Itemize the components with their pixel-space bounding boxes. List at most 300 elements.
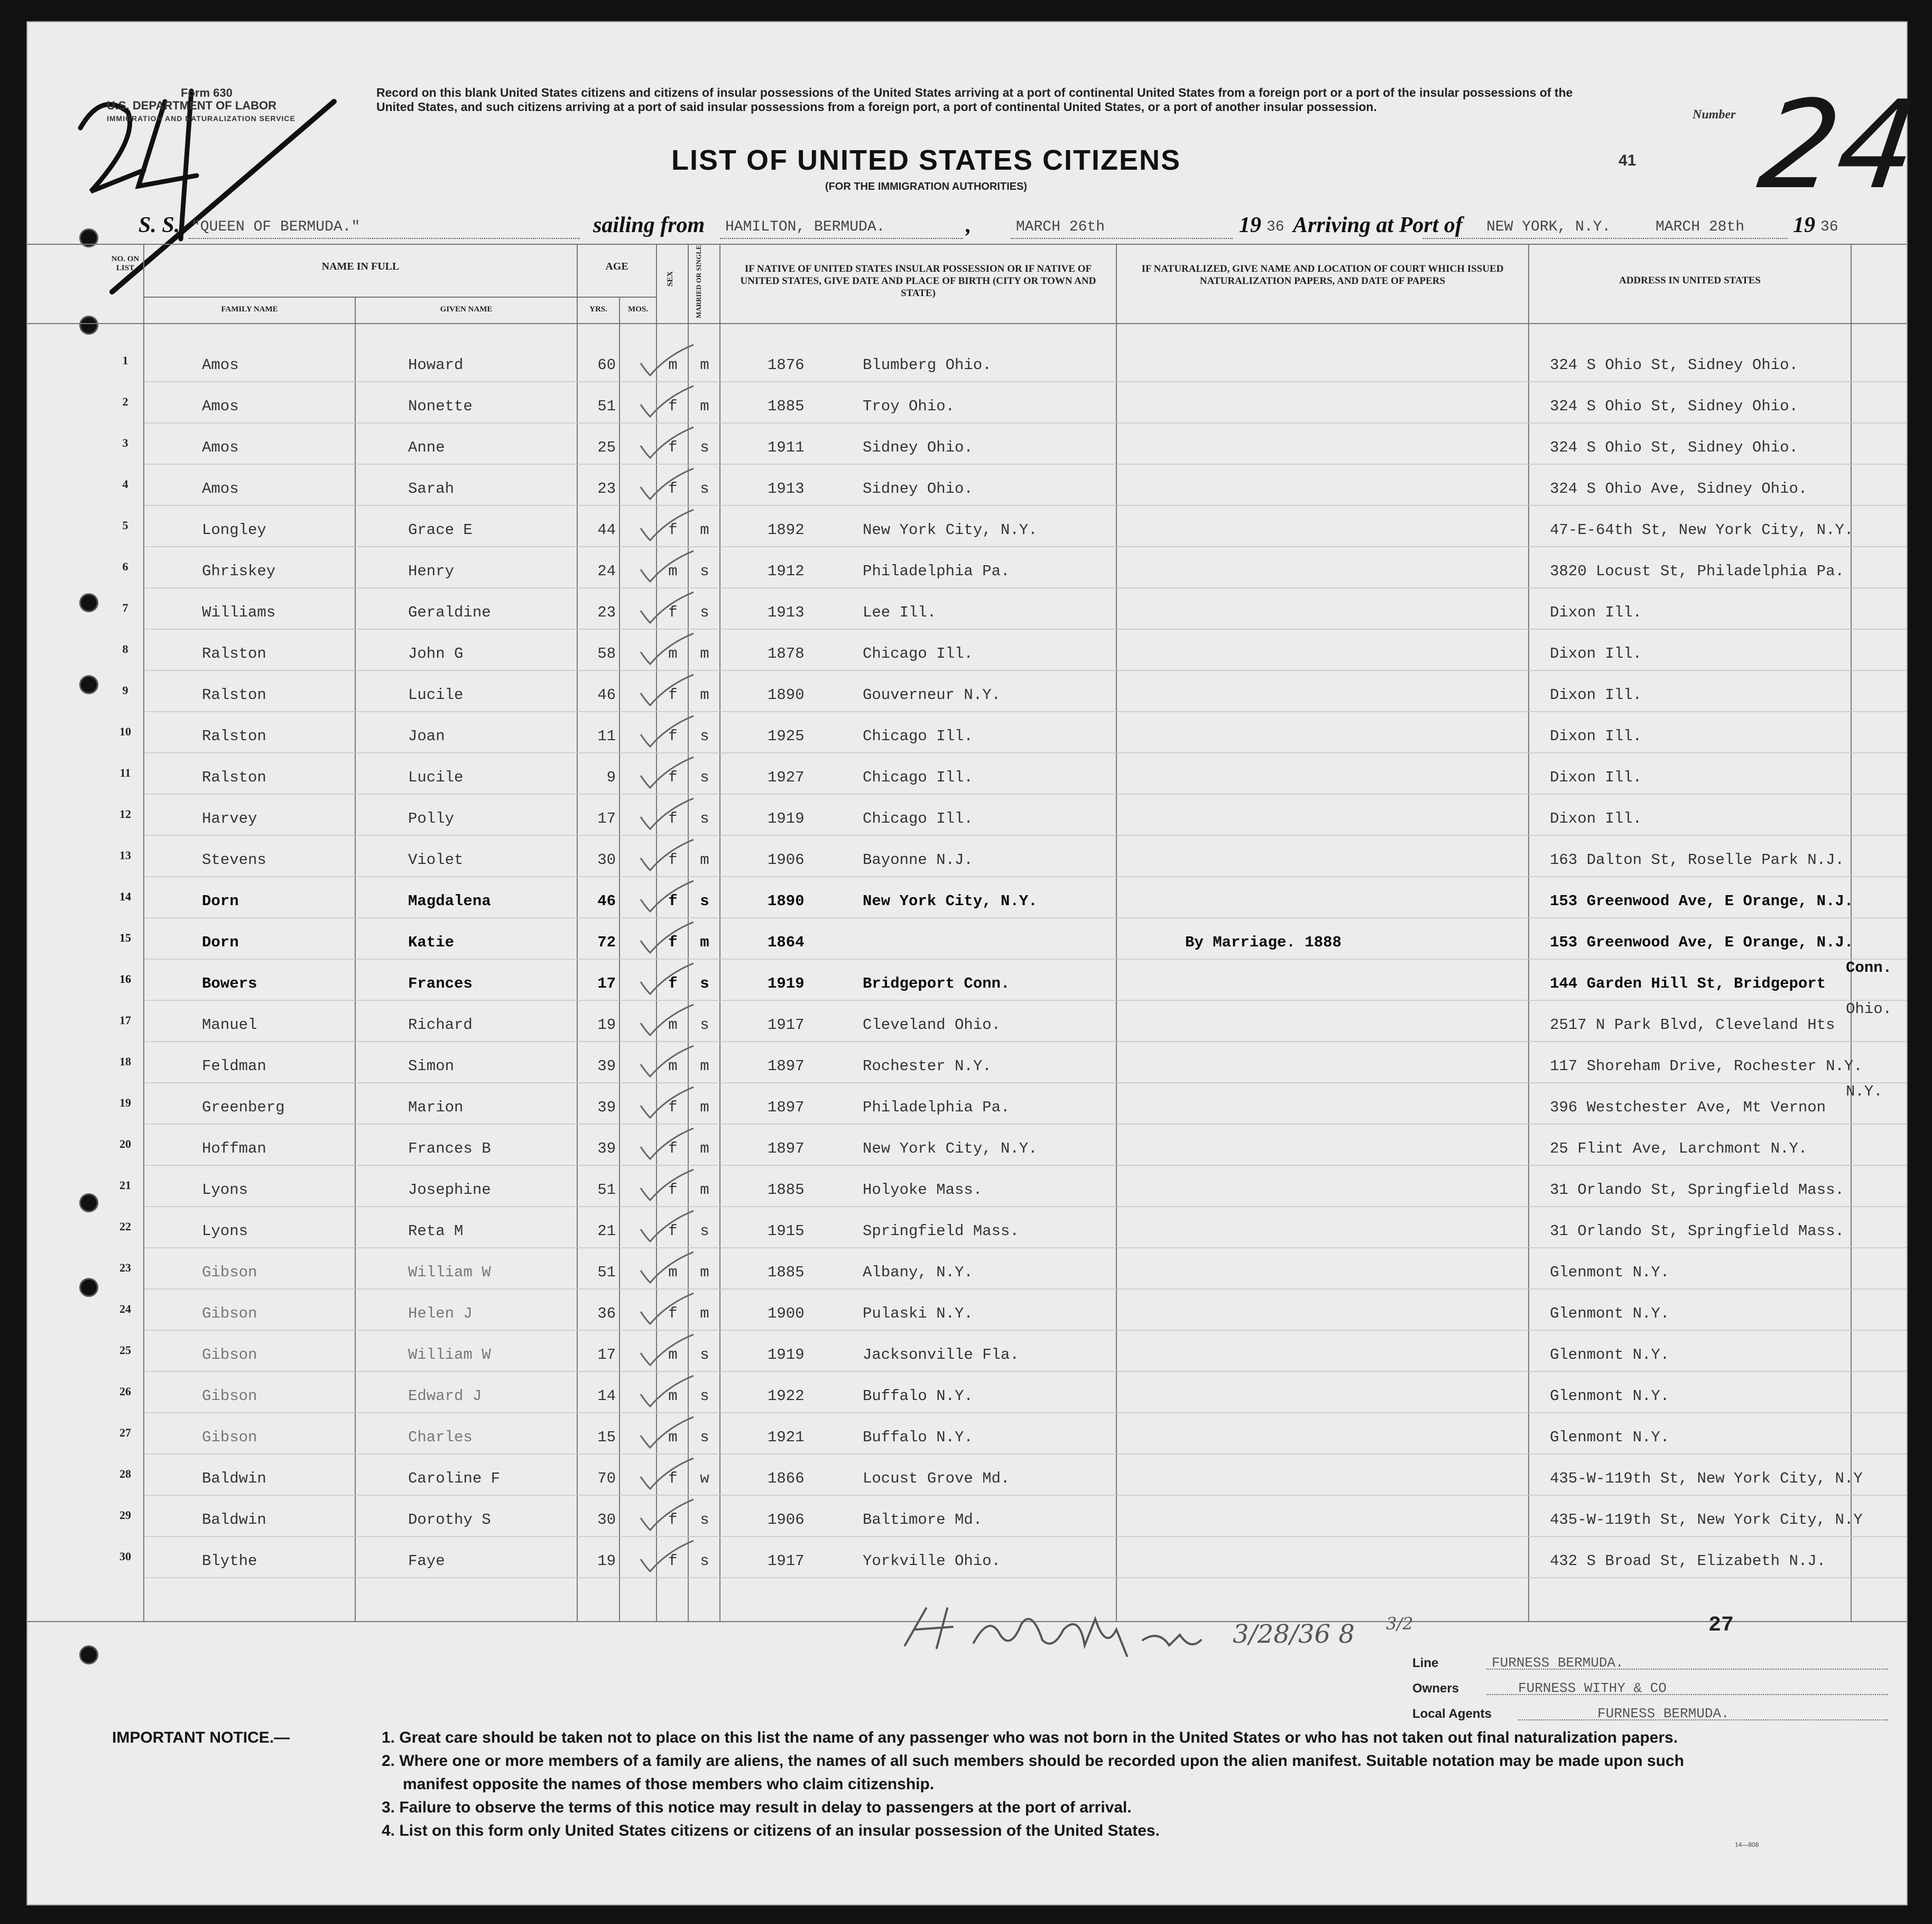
row-number: 9 [122, 684, 128, 697]
naturalization [1185, 386, 1502, 427]
header-months: MOS. [628, 305, 648, 314]
age-years: 23 [597, 604, 616, 621]
marital-status: s [700, 1016, 709, 1034]
birth-year: 1911 [768, 439, 805, 456]
check-mark-icon [635, 1170, 699, 1211]
birth-place: Bridgeport Conn. [863, 975, 1010, 992]
table-row [27, 427, 1907, 468]
sex: m [668, 563, 678, 580]
table-row [27, 959, 1907, 1005]
marital-status: m [700, 851, 709, 869]
family-name: Baldwin [202, 1511, 266, 1529]
birth-year: 1921 [768, 1429, 805, 1446]
marital-status: s [700, 1346, 709, 1364]
table-row [27, 345, 1907, 386]
marital-status: s [700, 810, 709, 827]
given-name: Frances B [408, 1140, 491, 1157]
header-naturalized: IF NATURALIZED, GIVE NAME AND LOCATION OF COURT WHICH ISSUED NATURALIZATION PAPERS, AND DATE OF PAPERS [1141, 263, 1504, 287]
age-years: 19 [597, 1016, 616, 1034]
marital-status: s [700, 892, 709, 910]
birth-year: 1913 [768, 480, 805, 498]
row-number: 3 [122, 436, 128, 449]
sex: f [668, 810, 678, 827]
check-mark-icon [635, 840, 699, 881]
notice-item-1: 1. Great care should be taken not to place on this list the name of any passenger who was not born in the United States or who has not taken out final naturalization papers. [382, 1729, 1678, 1746]
line-value: FURNESS BERMUDA. [1492, 1655, 1624, 1671]
naturalization [1185, 1252, 1502, 1293]
notice-item-4: 4. List on this form only United States citizens or citizens of an insular possession of the United States. [382, 1822, 1160, 1839]
birth-place: Pulaski N.Y. [863, 1305, 973, 1322]
birth-year: 1864 [768, 934, 805, 951]
birth-place: Yorkville Ohio. [863, 1552, 1001, 1570]
given-name: Lucile [408, 769, 464, 786]
sex: m [668, 1387, 678, 1405]
header-no-on-list: NO. ON LIST [111, 255, 140, 272]
given-name: Joan [408, 728, 445, 745]
table-row [27, 551, 1907, 592]
family-name: Feldman [202, 1057, 266, 1075]
birth-place: Baltimore Md. [863, 1511, 983, 1529]
sex: f [668, 1099, 678, 1116]
row-number: 17 [119, 1014, 131, 1027]
table-row [27, 1083, 1907, 1128]
arrival-port: NEW YORK, N.Y. [1486, 219, 1611, 235]
sex: f [668, 892, 678, 910]
naturalization [1185, 675, 1502, 716]
age-years: 44 [597, 521, 616, 539]
age-years: 51 [597, 398, 616, 415]
check-mark-icon [635, 345, 699, 386]
row-number: 7 [122, 601, 128, 614]
birth-place: New York City, N.Y. [863, 892, 1038, 910]
sex: f [668, 728, 678, 745]
family-name: Harvey [202, 810, 257, 827]
us-address: 144 Garden Hill St, Bridgeport [1550, 975, 1826, 992]
row-number: 18 [119, 1055, 131, 1068]
given-name: Katie [408, 934, 455, 951]
sex: f [668, 975, 678, 992]
service-name: IMMIGRATION AND NATURALIZATION SERVICE [107, 114, 295, 123]
family-name: Gibson [202, 1346, 257, 1364]
family-name: Ralston [202, 686, 266, 704]
sex: f [668, 769, 678, 786]
birth-year: 1885 [768, 1264, 805, 1281]
given-name: Howard [408, 356, 464, 374]
marital-status: s [700, 1511, 709, 1529]
table-row [27, 1376, 1907, 1417]
us-address: 435-W-119th St, New York City, N.Y [1550, 1470, 1863, 1487]
us-address: 117 Shoreham Drive, Rochester N.Y. [1550, 1057, 1863, 1075]
birth-place: Sidney Ohio. [863, 439, 973, 456]
sex: f [668, 1470, 678, 1487]
line-field [1412, 1655, 1624, 1671]
birth-place: Bayonne N.J. [863, 851, 973, 869]
age-years: 17 [597, 810, 616, 827]
birth-place: Cleveland Ohio. [863, 1016, 1001, 1034]
family-name: Manuel [202, 1016, 257, 1034]
sex: m [668, 645, 678, 662]
table-row [27, 881, 1907, 922]
birth-place: Rochester N.Y. [863, 1057, 992, 1075]
row-number: 11 [119, 766, 131, 779]
row-number: 5 [122, 519, 128, 532]
marital-status: m [700, 1140, 709, 1157]
birth-place: Locust Grove Md. [863, 1470, 1010, 1487]
birth-year: 1885 [768, 1181, 805, 1199]
marital-status: s [700, 1429, 709, 1446]
age-years: 23 [597, 480, 616, 498]
us-address: 31 Orlando St, Springfield Mass. [1550, 1181, 1844, 1199]
row-number: 27 [119, 1426, 131, 1439]
age-years: 11 [597, 728, 616, 745]
check-mark-icon [635, 1046, 699, 1087]
birth-place [863, 922, 1111, 963]
row-number: 15 [119, 931, 131, 944]
sex: m [668, 1264, 678, 1281]
check-mark-icon [635, 1211, 699, 1252]
us-address: 324 S Ohio Ave, Sidney Ohio. [1550, 480, 1808, 498]
birth-place: Chicago Ill. [863, 645, 973, 662]
naturalization [1185, 798, 1502, 840]
sex: f [668, 1511, 678, 1529]
check-mark-icon [635, 1005, 699, 1046]
marital-status: w [700, 1470, 709, 1487]
sex: f [668, 439, 678, 456]
family-name: Stevens [202, 851, 266, 869]
age-years: 24 [597, 563, 616, 580]
family-name: Amos [202, 356, 239, 374]
given-name: Josephine [408, 1181, 491, 1199]
check-mark-icon [635, 881, 699, 922]
table-row [27, 1046, 1907, 1087]
birth-year: 1876 [768, 356, 805, 374]
sex: m [668, 1057, 678, 1075]
family-name: Amos [202, 439, 239, 456]
check-mark-icon [635, 510, 699, 551]
line-label: Line [1412, 1656, 1439, 1670]
family-name: Gibson [202, 1264, 257, 1281]
age-years: 39 [597, 1099, 616, 1116]
family-name: Amos [202, 480, 239, 498]
arriving-label: Arriving at Port of [1293, 213, 1463, 237]
header-age: AGE [605, 261, 628, 272]
naturalization [1185, 468, 1502, 510]
birth-place: Buffalo N.Y. [863, 1429, 973, 1446]
us-address: Dixon Ill. [1550, 604, 1642, 621]
table-row [27, 1458, 1907, 1499]
check-mark-icon [635, 1293, 699, 1334]
age-years: 58 [597, 645, 616, 662]
naturalization [1185, 963, 1502, 1005]
inspector-signature [894, 1598, 1476, 1661]
naturalization [1185, 1128, 1502, 1170]
family-name: Williams [202, 604, 276, 621]
us-address-overflow: Ohio. [1846, 1000, 1892, 1018]
row-number: 28 [119, 1467, 131, 1480]
marital-status: m [700, 356, 709, 374]
us-address: 47-E-64th St, New York City, N.Y. [1550, 521, 1854, 539]
row-number: 8 [122, 642, 128, 656]
year-prefix: 19 [1239, 213, 1261, 237]
header-family-name: FAMILY NAME [221, 305, 278, 314]
check-mark-icon [635, 427, 699, 468]
row-number: 20 [119, 1137, 131, 1150]
us-address: Glenmont N.Y. [1550, 1387, 1670, 1405]
age-years: 51 [597, 1264, 616, 1281]
table-row [27, 757, 1907, 798]
given-name: Magdalena [408, 892, 491, 910]
row-number: 29 [119, 1508, 131, 1522]
sailing-date: MARCH 26th [1016, 219, 1105, 235]
us-address: Glenmont N.Y. [1550, 1264, 1670, 1281]
age-years: 46 [597, 686, 616, 704]
us-address: Glenmont N.Y. [1550, 1429, 1670, 1446]
birth-year: 1866 [768, 1470, 805, 1487]
header-name-in-full: NAME IN FULL [321, 261, 400, 272]
us-address: 153 Greenwood Ave, E Orange, N.J. [1550, 892, 1854, 910]
birth-place: Buffalo N.Y. [863, 1387, 973, 1405]
notice-heading: IMPORTANT NOTICE.— [112, 1729, 290, 1746]
ship-name: "QUEEN OF BERMUDA." [191, 219, 360, 235]
sex: f [668, 686, 678, 704]
given-name: Anne [408, 439, 445, 456]
age-years: 19 [597, 1552, 616, 1570]
us-address: Glenmont N.Y. [1550, 1305, 1670, 1322]
sex: f [668, 521, 678, 539]
table-row [27, 1417, 1907, 1458]
age-years: 14 [597, 1387, 616, 1405]
age-years: 15 [597, 1429, 616, 1446]
age-years: 51 [597, 1181, 616, 1199]
age-years: 39 [597, 1140, 616, 1157]
row-number: 6 [122, 560, 128, 573]
naturalization [1185, 1211, 1502, 1252]
age-years: 25 [597, 439, 616, 456]
ss-label: S. S. [138, 213, 180, 237]
birth-year: 1892 [768, 521, 805, 539]
marital-status: m [700, 1305, 709, 1322]
row-number: 26 [119, 1385, 131, 1398]
marital-status: s [700, 604, 709, 621]
arrival-date: MARCH 28th [1656, 219, 1745, 235]
naturalization [1185, 345, 1502, 386]
given-name: Dorothy S [408, 1511, 491, 1529]
us-address: 31 Orlando St, Springfield Mass. [1550, 1222, 1844, 1240]
check-mark-icon [635, 922, 699, 963]
birth-place: Philadelphia Pa. [863, 563, 1010, 580]
page-title: LIST OF UNITED STATES CITIZENS [671, 144, 1181, 176]
naturalization [1185, 633, 1502, 675]
sex: m [668, 1346, 678, 1364]
marital-status: s [700, 1387, 709, 1405]
sex: f [668, 604, 678, 621]
check-mark-icon [635, 1417, 699, 1458]
family-name: Lyons [202, 1222, 248, 1240]
us-address: Glenmont N.Y. [1550, 1346, 1670, 1364]
age-years: 70 [597, 1470, 616, 1487]
marital-status: m [700, 1057, 709, 1075]
header-address: ADDRESS IN UNITED STATES [1619, 275, 1761, 286]
footer-code: 14—808 [1735, 1841, 1759, 1848]
row-number: 10 [119, 725, 131, 738]
given-name: Faye [408, 1552, 445, 1570]
us-address: 432 S Broad St, Elizabeth N.J. [1550, 1552, 1826, 1570]
table-row [27, 675, 1907, 716]
given-name: Nonette [408, 398, 473, 415]
total-count: 27 [1708, 1614, 1734, 1637]
family-name: Longley [202, 521, 266, 539]
us-address: Dixon Ill. [1550, 769, 1642, 786]
check-mark-icon [635, 1334, 699, 1376]
family-name: Dorn [202, 892, 239, 910]
naturalization: By Marriage. 1888 [1185, 934, 1342, 951]
birth-year: 1890 [768, 686, 805, 704]
sex: f [668, 934, 678, 951]
arrival-year: 36 [1820, 219, 1838, 235]
birth-year: 1925 [768, 728, 805, 745]
given-name: Edward J [408, 1387, 482, 1405]
marital-status: m [700, 521, 709, 539]
table-row [27, 1000, 1907, 1046]
given-name: Violet [408, 851, 464, 869]
naturalization [1185, 881, 1502, 922]
age-years: 21 [597, 1222, 616, 1240]
marital-status: m [700, 645, 709, 662]
row-number: 1 [122, 354, 128, 367]
us-address: Dixon Ill. [1550, 645, 1642, 662]
us-address-overflow: N.Y. [1846, 1083, 1883, 1100]
row-number: 23 [119, 1261, 131, 1274]
family-name: Baldwin [202, 1470, 266, 1487]
owners-value: FURNESS WITHY & CO [1518, 1680, 1667, 1696]
table-row [27, 1334, 1907, 1376]
svg-text:3/2: 3/2 [1386, 1614, 1413, 1634]
check-mark-icon [635, 468, 699, 510]
us-address: Dixon Ill. [1550, 728, 1642, 745]
given-name: Frances [408, 975, 473, 992]
birth-place: Chicago Ill. [863, 810, 973, 827]
us-address-overflow: Conn. [1846, 959, 1892, 977]
birth-place: New York City, N.Y. [863, 1140, 1038, 1157]
row-number: 4 [122, 477, 128, 491]
naturalization [1185, 1087, 1502, 1128]
sex: m [668, 1429, 678, 1446]
table-row [27, 798, 1907, 840]
age-years: 30 [597, 1511, 616, 1529]
table-row [27, 633, 1907, 675]
agents-value: FURNESS BERMUDA. [1597, 1706, 1730, 1722]
marital-status: m [700, 1264, 709, 1281]
sex: f [668, 398, 678, 415]
given-name: Polly [408, 810, 455, 827]
birth-place: Holyoke Mass. [863, 1181, 983, 1199]
check-mark-icon [635, 675, 699, 716]
table-row [27, 1499, 1907, 1541]
table-row [27, 510, 1907, 551]
naturalization [1185, 840, 1502, 881]
marital-status: s [700, 1552, 709, 1570]
age-years: 39 [597, 1057, 616, 1075]
table-row [27, 840, 1907, 881]
naturalization [1185, 1458, 1502, 1499]
birth-year: 1917 [768, 1016, 805, 1034]
naturalization [1185, 510, 1502, 551]
check-mark-icon [635, 1499, 699, 1541]
agents-field [1412, 1706, 1730, 1722]
record-instructions: Record on this blank United States citizens and citizens of insular possessions of the United States arriving at a port of continental United States from a foreign port or a port of the insular possessions of the United States, and such citizens arriving at a port of said insular possessions from a foreign port, a port of continental United States, or a port of another insular possession. [376, 86, 1573, 114]
birth-year: 1927 [768, 769, 805, 786]
check-mark-icon [635, 1376, 699, 1417]
family-name: Greenberg [202, 1099, 285, 1116]
header-married-single: MARRIED OR SINGLE [695, 245, 702, 318]
family-name: Hoffman [202, 1140, 266, 1157]
check-mark-icon [635, 716, 699, 757]
birth-place: Philadelphia Pa. [863, 1099, 1010, 1116]
naturalization [1185, 551, 1502, 592]
given-name: William W [408, 1264, 491, 1281]
age-years: 60 [597, 356, 616, 374]
given-name: John G [408, 645, 464, 662]
check-mark-icon [635, 1087, 699, 1128]
row-number: 2 [122, 395, 128, 408]
naturalization [1185, 1334, 1502, 1376]
birth-place: Chicago Ill. [863, 769, 973, 786]
sex: f [668, 1552, 678, 1570]
marital-status: s [700, 728, 709, 745]
birth-year: 1912 [768, 563, 805, 580]
us-address: Dixon Ill. [1550, 686, 1642, 704]
family-name: Gibson [202, 1305, 257, 1322]
birth-year: 1897 [768, 1140, 805, 1157]
check-mark-icon [635, 633, 699, 675]
page-subtitle: (FOR THE IMMIGRATION AUTHORITIES) [825, 181, 1028, 192]
us-address: 324 S Ohio St, Sidney Ohio. [1550, 356, 1798, 374]
given-name: Simon [408, 1057, 455, 1075]
naturalization [1185, 1170, 1502, 1211]
check-mark-icon [635, 386, 699, 427]
birth-year: 1919 [768, 975, 805, 992]
us-address: 396 Westchester Ave, Mt Vernon [1550, 1099, 1826, 1116]
sex: f [668, 1140, 678, 1157]
family-name: Blythe [202, 1552, 257, 1570]
number-label: Number [1693, 108, 1736, 122]
row-number: 24 [119, 1302, 131, 1315]
family-name: Bowers [202, 975, 257, 992]
given-name: Sarah [408, 480, 455, 498]
given-name: William W [408, 1346, 491, 1364]
marital-status: s [700, 769, 709, 786]
row-number: 22 [119, 1220, 131, 1233]
given-name: Lucile [408, 686, 464, 704]
handwritten-list-number: 24 [1751, 75, 1926, 216]
birth-year: 1900 [768, 1305, 805, 1322]
marital-status: s [700, 1222, 709, 1240]
birth-place: Albany, N.Y. [863, 1264, 973, 1281]
notice-item-3: 3. Failure to observe the terms of this notice may result in delay to passengers at the port of arrival. [382, 1799, 1132, 1816]
row-number: 25 [119, 1343, 131, 1357]
marital-status: m [700, 398, 709, 415]
birth-year: 1917 [768, 1552, 805, 1570]
row-number: 13 [119, 849, 131, 862]
age-years: 72 [597, 934, 616, 951]
naturalization [1185, 757, 1502, 798]
check-mark-icon [635, 963, 699, 1005]
age-years: 9 [606, 769, 616, 786]
table-row [27, 922, 1907, 963]
header-native-birth: IF NATIVE OF UNITED STATES INSULAR POSSESSION OR IF NATIVE OF UNITED STATES, GIVE DATE AND PLACE OF BIRTH (CITY OR TOWN AND STATE) [740, 263, 1096, 299]
sailing-year: 36 [1267, 219, 1284, 235]
birth-year: 1919 [768, 810, 805, 827]
